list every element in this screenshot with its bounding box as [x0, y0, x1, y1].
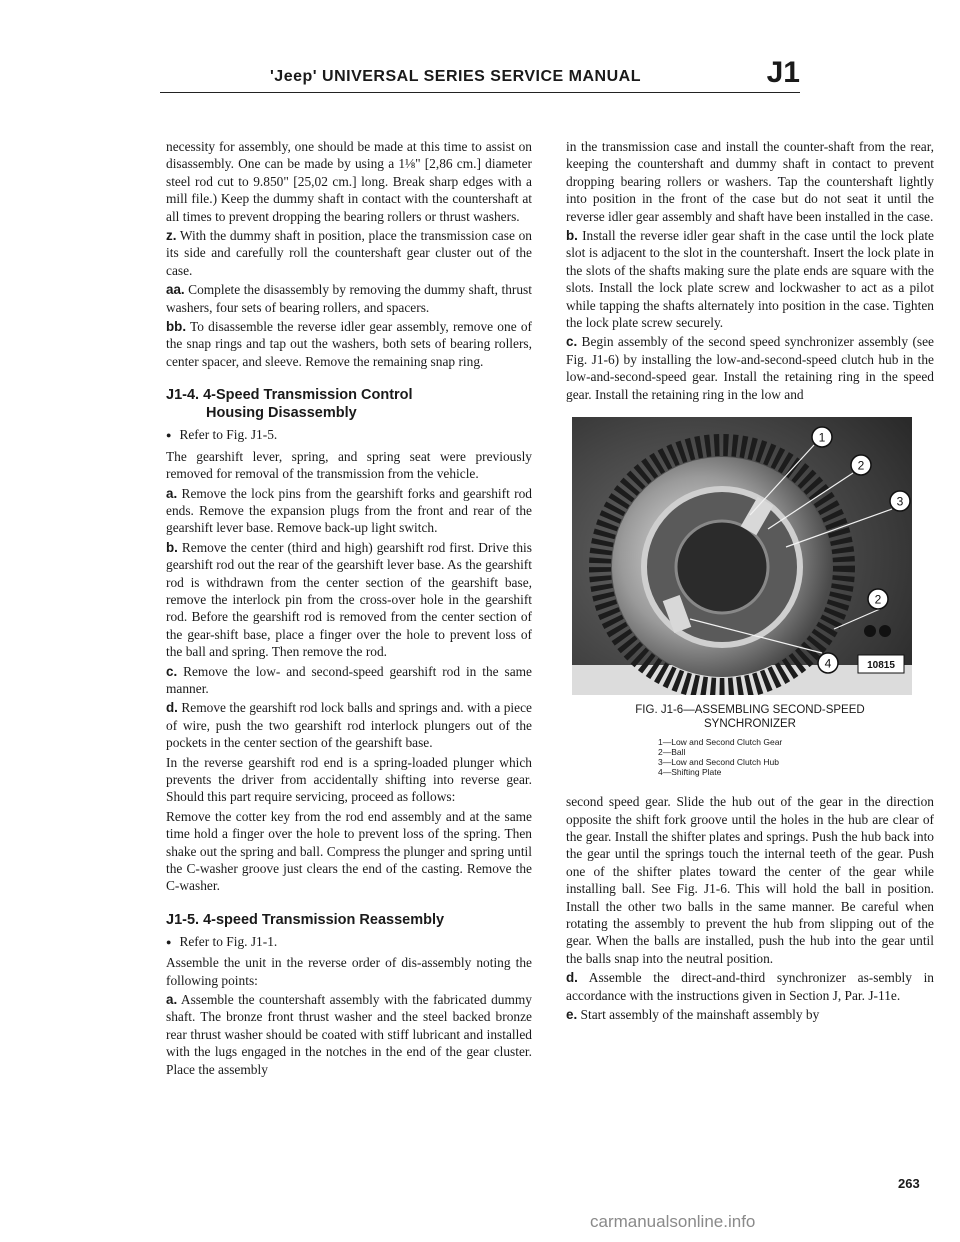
step-aa	[166, 281, 532, 316]
section-heading-j1-4	[166, 386, 532, 422]
step-text: Remove the gearshift rod lock balls and springs and. with a piece of wire, push the two gearshift rod interlock plungers out of the pockets in the center section of the gearshift base.	[166, 700, 532, 751]
step-label: a.	[166, 485, 178, 501]
synchronizer-photo	[572, 417, 912, 695]
manual-title: 'Jeep' UNIVERSAL SERIES SERVICE MANUAL	[270, 68, 641, 85]
ball	[864, 625, 876, 637]
callout-2	[851, 455, 871, 475]
callout-2-lower	[868, 589, 888, 609]
step-text: To disassemble the reverse idler gear assembly, remove one of the snap rings and tap out the washers, both sets of bearing rollers, center spacer, and sleeve. Remove the remaining snap ring.	[166, 319, 532, 369]
heading-line: J1-4. 4-Speed Transmission Control	[166, 387, 413, 404]
page-header	[160, 56, 800, 93]
step-text: Remove the lock pins from the gearshift forks and gearshift rod ends. Remove the expansion plugs from the front and rear of the gearshift lever base. Remove back-up light switch.	[166, 485, 532, 536]
figure-legend	[658, 737, 934, 777]
section-heading-j1-5: J1-5. 4-speed Transmission Reassembly	[166, 911, 445, 928]
paragraph: In the reverse gearshift rod end is a spring-loaded plunger which prevents the driver from accidentally shifting into reverse gear. Should this part require servicing, proceed as follows:	[166, 754, 532, 805]
figure-reference: ● Refer to Fig. J1-5.	[166, 426, 532, 445]
step-label: c.	[566, 334, 578, 350]
step-bb	[166, 318, 532, 370]
hub-bore	[676, 521, 768, 613]
step-label: aa.	[166, 282, 185, 298]
step-label: d.	[166, 700, 178, 716]
step-text: Remove the center (third and high) gearshift rod first. Drive this gearshift rod out the rear of the gearshift lever base. As the gearshift rod is withdrawn from the center section of the gearshift base, remove the interlock pin from the cross-over hole in the gearshift rod. Before the gearshift rod is removed from the center section of the gear-shift base, place a finger over the hole to prevent loss of the ball and spring. Then remove the rod.	[166, 539, 532, 660]
figure-caption	[566, 703, 934, 731]
step-text: Assemble the countershaft assembly with the fabricated dummy shaft. The bronze front thrust washer and the steel backed bronze rear thrust washer should be coated with stiff lubricant and installed with the lugs engaged in the notches in the end of the gear cluster. Place the assembly	[166, 992, 532, 1077]
step-d	[566, 969, 934, 1004]
step-label: b.	[166, 539, 178, 555]
legend-item: 4—Shifting Plate	[658, 767, 722, 778]
paragraph: in the transmission case and install the counter-shaft from the rear, keeping the countershaft and dummy shaft in contact to prevent dropping bearing rollers or washers. Tap the countershaft lightly into position in the front of the case but do not seat it until the reverse idler gear assembly and shaft have been installed in the case.	[566, 139, 934, 224]
svg-text:1: 1	[818, 430, 826, 445]
step-text: Begin assembly of the second speed synchronizer assembly (see Fig. J1-6) by installing the low-and-second-speed clutch hub in the low-and-second-speed gear. Install the retaining ring in the speed gear. Install the retaining ring in the low and	[566, 334, 934, 402]
page-number: 263	[898, 1176, 920, 1191]
step-text: Start assembly of the mainshaft assembly by	[580, 1006, 820, 1022]
paragraph: second speed gear. Slide the hub out of the gear in the direction opposite the shift fork groove until the holes in the hub are clear of the gear. Install the shifter plates and springs. Push the hub back into the gear until the springs touch the internal teeth of the gear. Push one of the shifter plates toward the center of the gear while installing ball. See Fig. J1-6. This will hold the ball in position. Install the other two balls in the same manner. Be careful when rotating the assembly to prevent the hub from slipping out of the gear. When the balls are installed, push the hub into the gear until the balls snap into the neutral position.	[566, 794, 934, 966]
step-b	[566, 227, 934, 331]
step-text: Complete the disassembly by removing the dummy shaft, thrust washers, four sets of bearing rollers, and spacers.	[166, 282, 532, 315]
heading-line: Housing Disassembly	[206, 405, 357, 422]
step-a	[166, 485, 532, 537]
legend-item: 2—Ball	[658, 747, 686, 758]
legend-item: 1—Low and Second Clutch Gear	[658, 737, 783, 748]
step-text: Remove the low- and second-speed gearshift rod in the same manner.	[166, 663, 532, 696]
step-label: d.	[566, 970, 578, 986]
svg-text:4: 4	[824, 656, 832, 671]
step-b	[166, 539, 532, 661]
caption-line: SYNCHRONIZER	[703, 718, 796, 731]
paragraph: Assemble the unit in the reverse order of dis-assembly noting the following points:	[166, 955, 532, 988]
step-d	[166, 699, 532, 751]
paragraph: The gearshift lever, spring, and spring seat were previously removed for removal of the transmission from the vehicle.	[166, 448, 532, 482]
synchronizer-illustration	[572, 417, 912, 695]
legend-item: 3—Low and Second Clutch Hub	[658, 757, 779, 768]
callout-3	[890, 491, 910, 511]
step-label: b.	[566, 228, 578, 244]
step-label: a.	[166, 992, 178, 1008]
paragraph: Remove the cotter key from the rod end assembly and at the same time hold a finger over the hole to prevent loss of the spring. Then shake out the spring and ball. Compress the plunger and spring until the C-washer groove just clears the end of the casting. Remove the C-washer.	[166, 808, 532, 894]
callout-1	[812, 427, 832, 447]
watermark: carmanualsonline.info	[590, 1212, 756, 1231]
paragraph: necessity for assembly, one should be made at this time to assist on disassembly. One can be made by using a 1⅛" [2,86 cm.] diameter steel rod cut to 9.850" [25,02 cm.] long. Break sharp edges with a mill file.) Keep the dummy shaft in contact with the countershaft at all times to prevent dropping the bearing rollers or thrust washers.	[166, 139, 532, 224]
right-column	[566, 138, 934, 1025]
svg-text:2: 2	[857, 458, 865, 473]
step-label: e.	[566, 1006, 578, 1022]
step-c	[166, 663, 532, 698]
section-code: J1	[766, 56, 800, 89]
svg-text:10815: 10815	[867, 660, 895, 672]
svg-text:3: 3	[896, 494, 904, 509]
step-c	[566, 333, 934, 403]
figure-reference: ● Refer to Fig. J1-1.	[166, 933, 532, 952]
svg-text:2: 2	[874, 592, 882, 607]
ball	[879, 625, 891, 637]
step-a	[166, 991, 532, 1078]
step-label: bb.	[166, 319, 187, 335]
step-z	[166, 227, 532, 279]
step-text: With the dummy shaft in position, place the transmission case on its side and carefully roll the countershaft gear cluster out of the case.	[166, 228, 532, 278]
step-text: Assemble the direct-and-third synchronizer as-sembly in accordance with the instructions given in Section J, Par. J-11e.	[566, 970, 934, 1003]
caption-line: FIG. J1-6—ASSEMBLING SECOND-SPEED	[635, 704, 865, 717]
step-e	[566, 1006, 934, 1023]
step-label: c.	[166, 663, 178, 679]
left-column	[166, 138, 532, 1080]
figure-number-box	[858, 655, 904, 673]
callout-4	[818, 653, 838, 673]
step-text: Install the reverse idler gear shaft in the case until the lock plate slot is adjacent to the slot in the countershaft. Insert the lock plate in the slots of the shafts making sure the plate ends are square with the slots. Install the lock plate screw and lockwasher to act as a pilot while tapping the shafts alternately into position in the case. Tighten the lock plate screw securely.	[566, 228, 934, 331]
step-label: z.	[166, 228, 177, 244]
